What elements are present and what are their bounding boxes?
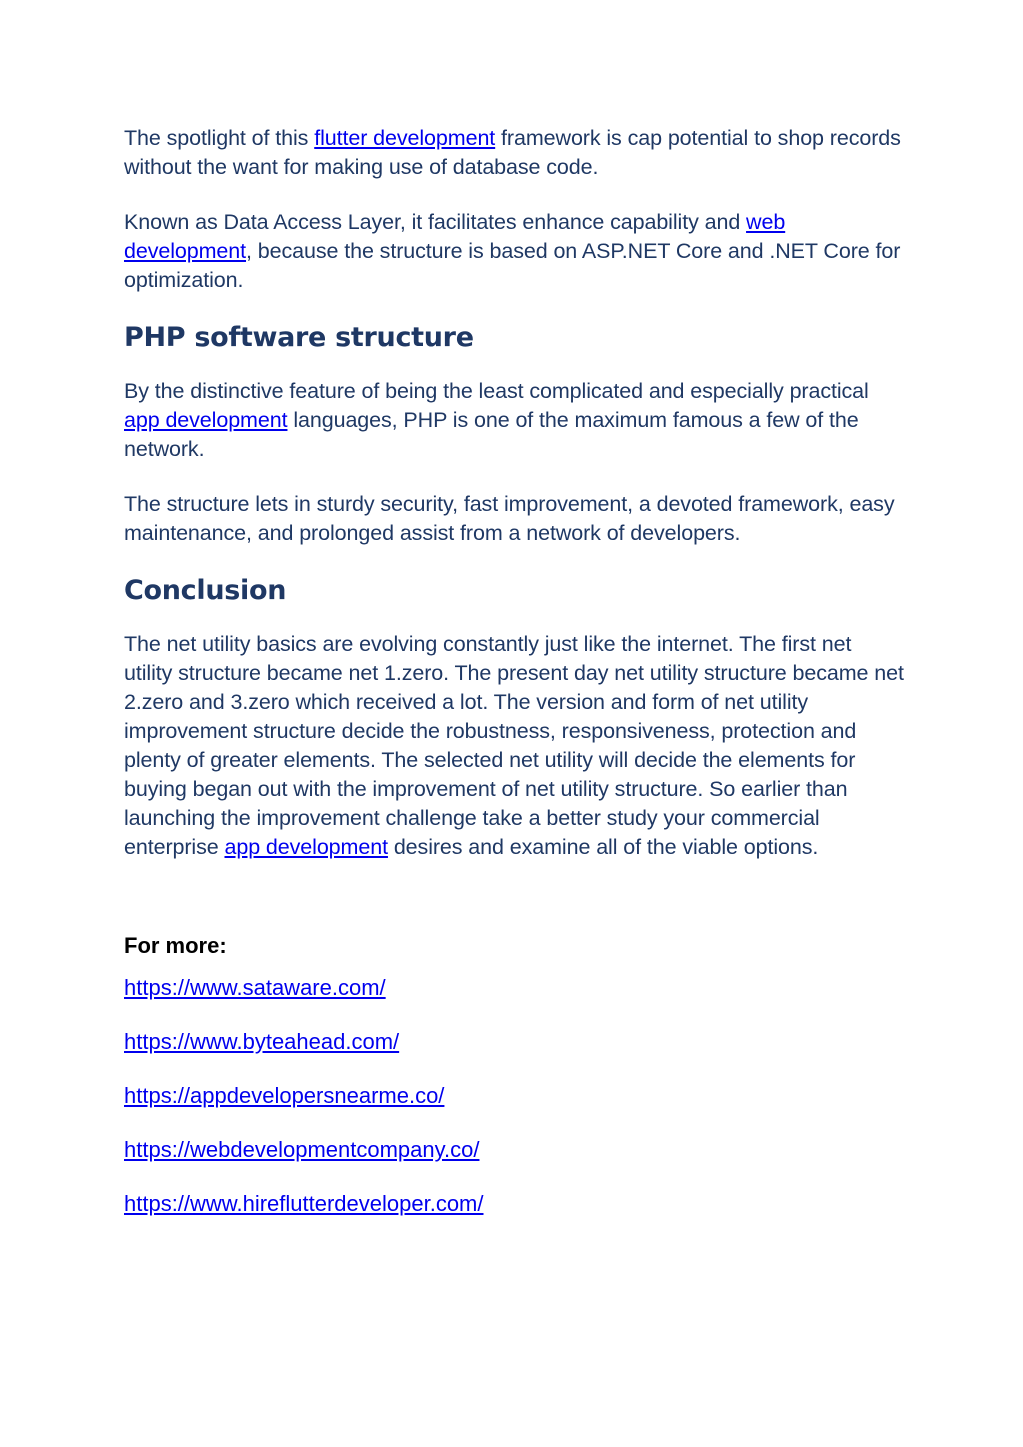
paragraph-text: The net utility basics are evolving constantly just like the internet. The first net utility structure became net 1.zero. The present day net utility structure became net 2.zero and 3.zero which received a lot. The version and form of net utility improvement structure decide the robustness, responsiveness, protection and plenty of greater elements. The selected net utility will decide the elements for buying began out with the improvement of net utility structure. So earlier than launching the improvement challenge take a better study your commercial enterprise [124, 632, 904, 859]
list-item [124, 1190, 904, 1218]
paragraph-text: desires and examine all of the viable options. [387, 835, 819, 859]
heading-conclusion: Conclusion [124, 575, 287, 606]
webdevelopmentcompany-link[interactable]: https://webdevelopmentcompany.co/ [124, 1137, 480, 1162]
paragraph-text: languages, PHP is one of the maximum famous a few of the network. [124, 408, 859, 461]
document-page [124, 124, 904, 1244]
list-item [124, 1028, 904, 1056]
flutter-development-link[interactable]: flutter development [314, 126, 496, 150]
paragraph-spotlight [124, 124, 904, 182]
paragraph-data-access-layer [124, 208, 904, 295]
app-development-link-conclusion[interactable]: app development [224, 835, 388, 859]
hireflutterdeveloper-link[interactable]: https://www.hireflutterdeveloper.com/ [124, 1191, 484, 1216]
list-item [124, 1136, 904, 1164]
list-item [124, 974, 904, 1002]
byteahead-link[interactable]: https://www.byteahead.com/ [124, 1029, 400, 1054]
paragraph-text: By the distinctive feature of being the least complicated and especially practical [124, 379, 869, 403]
paragraph-text: The spotlight of this [124, 126, 315, 150]
app-development-link[interactable]: app development [124, 408, 288, 432]
heading-php-software-structure: PHP software structure [124, 322, 474, 353]
paragraph-text: framework is cap potential to shop records without the want for making use of database code. [124, 126, 901, 179]
list-item [124, 1082, 904, 1110]
paragraph-php-feature [124, 377, 904, 464]
paragraph-text: Known as Data Access Layer, it facilitates enhance capability and [124, 210, 747, 234]
appdevelopersnearme-link[interactable]: https://appdevelopersnearme.co/ [124, 1083, 445, 1108]
for-more-label: For more: [124, 933, 227, 958]
web-development-link[interactable]: web development [124, 210, 786, 263]
reference-links-list [124, 974, 904, 1218]
paragraph-conclusion [124, 630, 904, 862]
sataware-link[interactable]: https://www.sataware.com/ [124, 975, 386, 1000]
paragraph-php-structure: The structure lets in sturdy security, fast improvement, a devoted framework, easy maintenance, and prolonged assist from a network of developers. [124, 492, 895, 545]
paragraph-text: , because the structure is based on ASP.NET Core and .NET Core for optimization. [124, 239, 901, 292]
